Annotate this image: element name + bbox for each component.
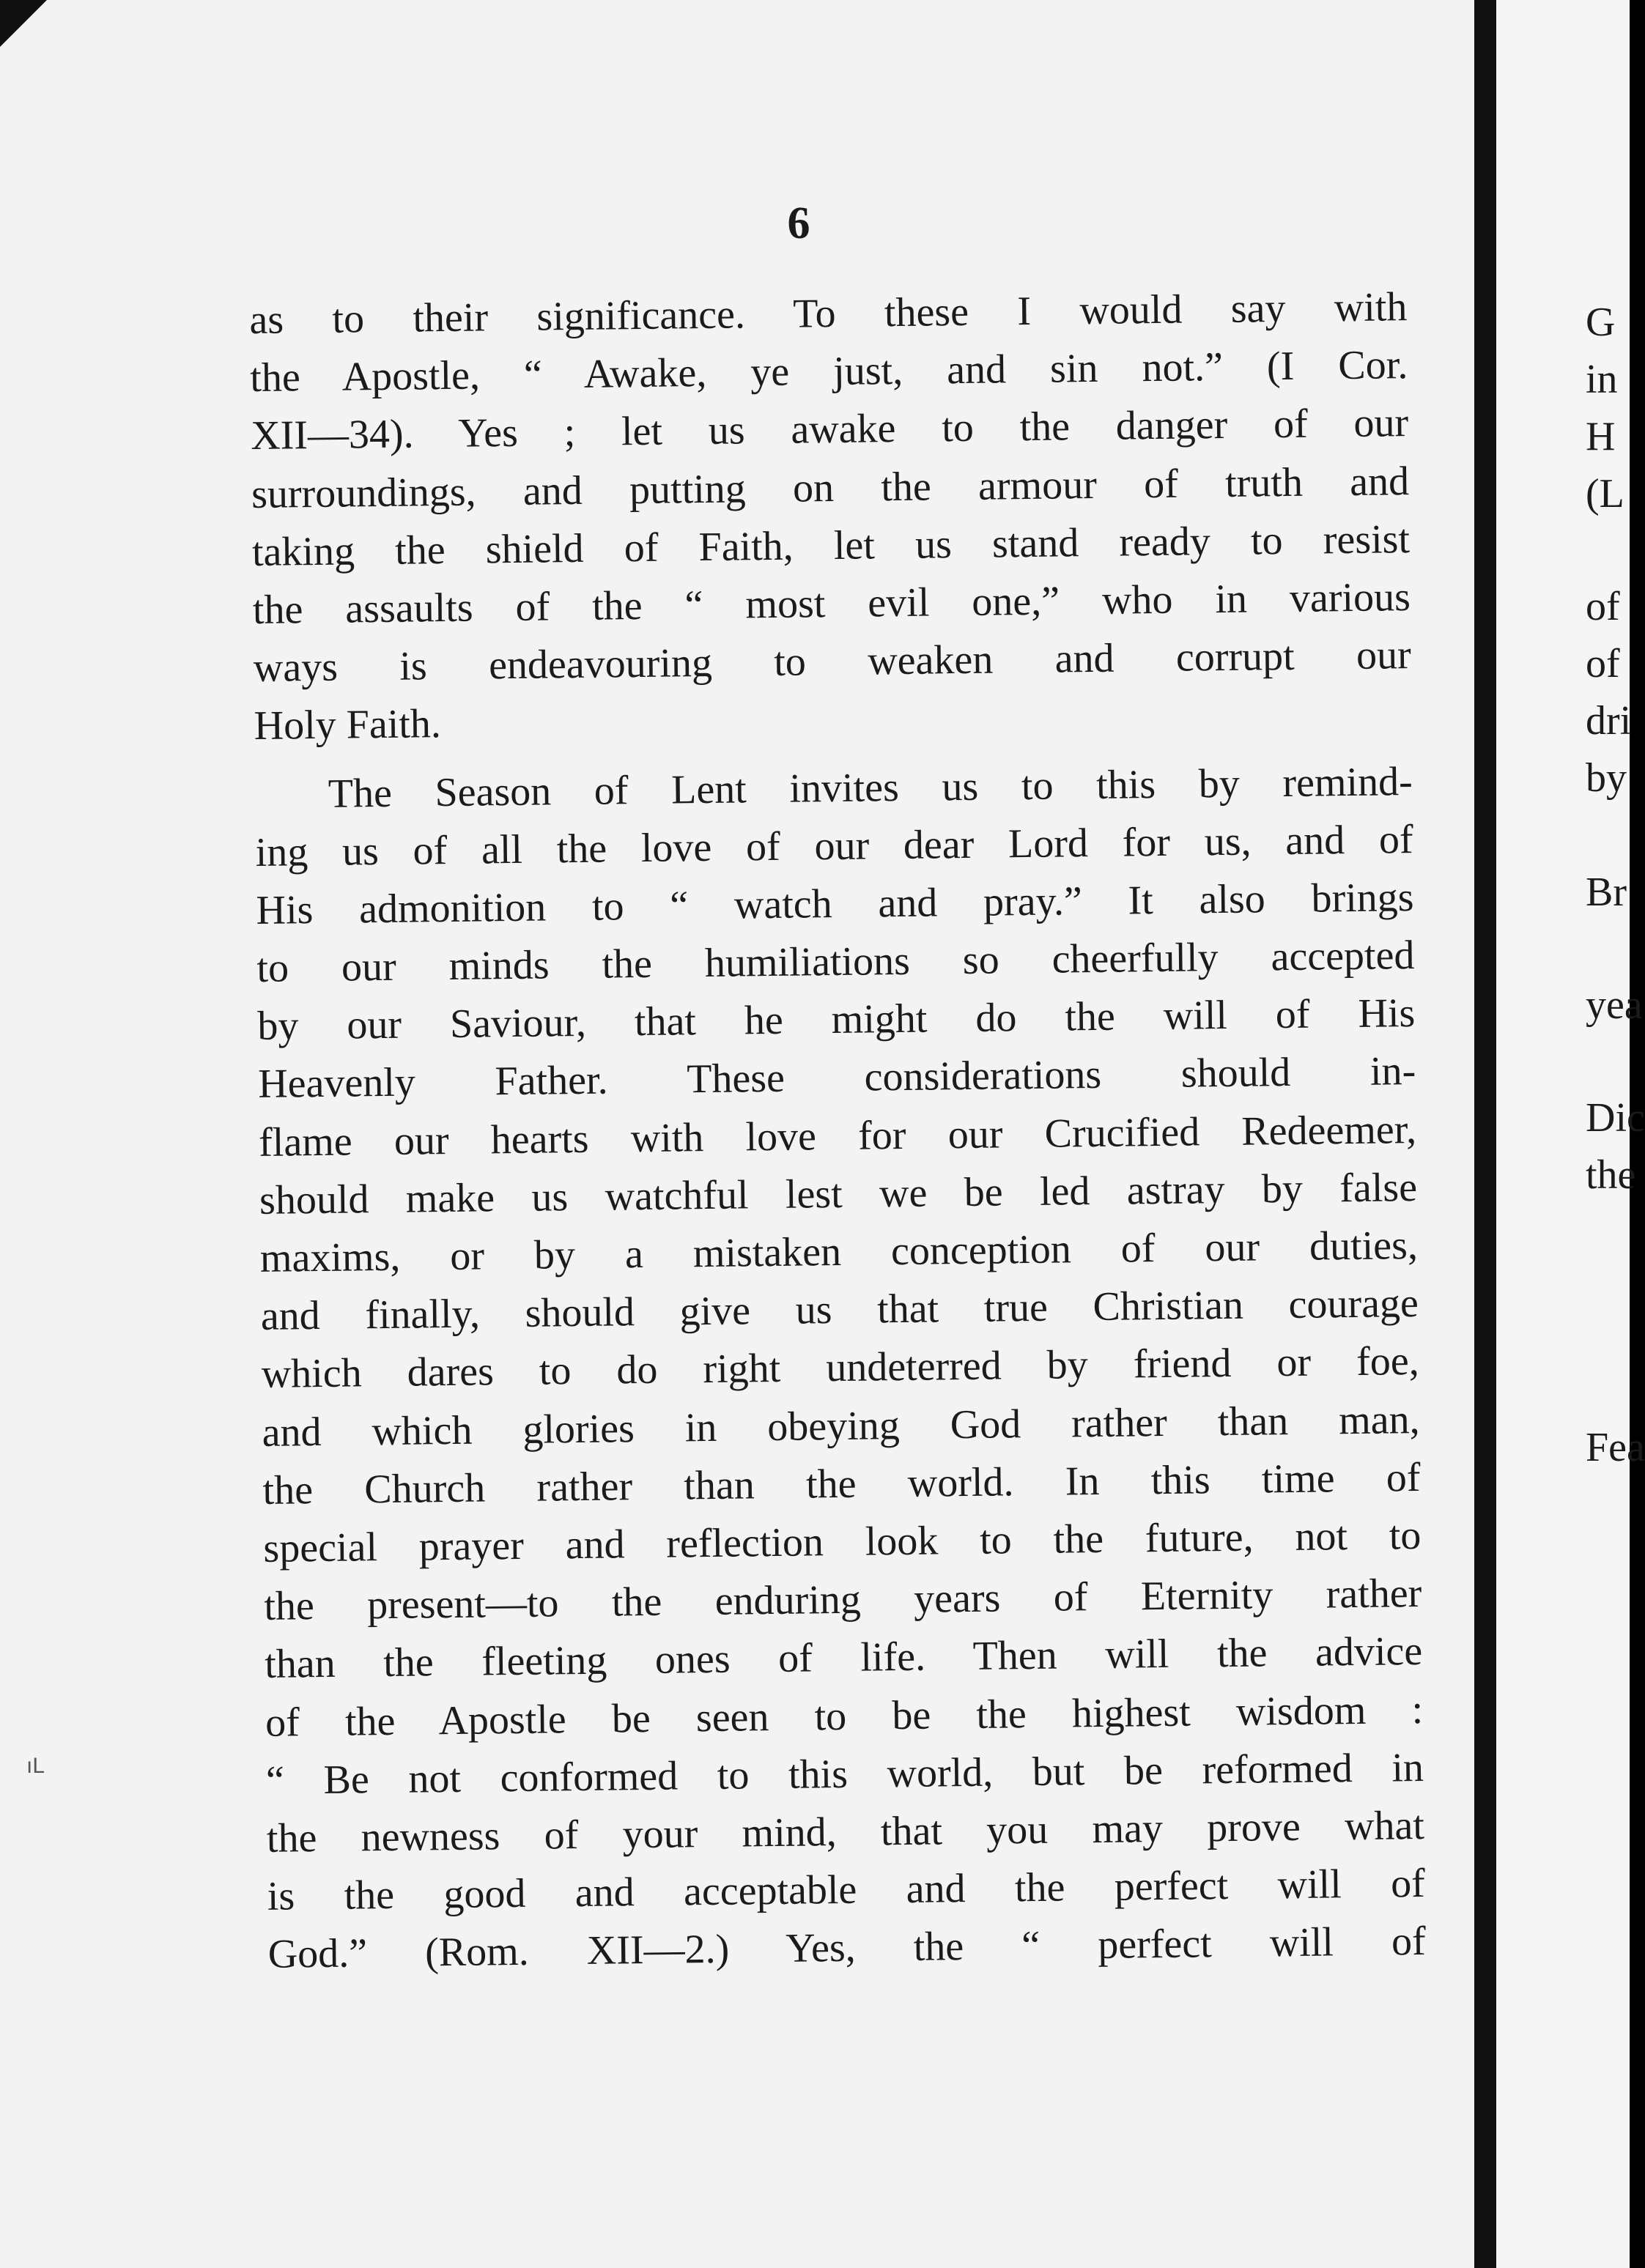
text-line: surroundings, and putting on the armour of truth and <box>251 458 1410 517</box>
text-line: maxims, or by a mistaken conception of our duties, <box>259 1222 1419 1281</box>
text-line: the newness of your mind, that you may prove what <box>266 1802 1425 1861</box>
text-line: and finally, should give us that true Christian courage <box>260 1281 1419 1340</box>
text-line: special prayer and reflection look to the future, not to <box>263 1512 1422 1571</box>
text-line: the assaults of the “ most evil one,” who in various <box>252 574 1411 633</box>
facing-text-fragment: dri <box>1586 698 1632 744</box>
gutter-divider <box>1474 0 1496 2268</box>
facing-text-fragment: Br <box>1586 870 1627 915</box>
corner-fold <box>0 0 47 47</box>
text-line: the Apostle, “ Awake, ye just, and sin not.” (I Cor. <box>249 342 1408 401</box>
text-line: which dares to do right undeterred by friend or foe, <box>261 1338 1420 1398</box>
text-line: Heavenly Father. These considerations should in- <box>257 1048 1416 1108</box>
facing-text-fragment: of <box>1586 641 1620 686</box>
margin-mark: ıL <box>26 1754 45 1778</box>
text-line: Holy Faith. <box>254 701 442 749</box>
text-line: “ Be not conformed to this world, but be reformed in <box>265 1744 1424 1804</box>
facing-text-fragment: of <box>1586 584 1620 629</box>
text-line: is the good and acceptable and the perfect will of <box>267 1860 1426 1919</box>
facing-text-fragment: by <box>1586 755 1627 801</box>
text-line: than the fleeting ones of life. Then will the advice <box>264 1628 1423 1688</box>
body-text <box>249 278 1426 1984</box>
facing-text-fragment: Fea <box>1586 1425 1645 1470</box>
facing-text-fragment: the <box>1586 1152 1636 1198</box>
text-line: to our minds the humiliations so cheerfully accepted <box>256 933 1415 992</box>
facing-text-fragment: G <box>1586 300 1616 345</box>
text-line: ing us of all the love of our dear Lord for us, and of <box>255 816 1413 875</box>
text-line: the Church rather than the world. In this time of <box>262 1454 1421 1513</box>
text-line: of the Apostle be seen to be the highest wisdom : <box>265 1686 1424 1746</box>
text-line: should make us watchful lest we be led astray by false <box>259 1164 1418 1223</box>
page-number: 6 <box>787 199 810 248</box>
text-line: and which glories in obeying God rather than man, <box>262 1396 1420 1456</box>
text-line: His admonition to “ watch and pray.” It also brings <box>256 874 1414 933</box>
facing-text-fragment: yea <box>1586 982 1643 1028</box>
text-line: as to their significance. To these I would say with <box>249 284 1408 343</box>
text-line: ways is endeavouring to weaken and corrupt our <box>253 632 1412 692</box>
text-line: XII—34). Yes ; let us awake to the danger of our <box>250 400 1409 459</box>
text-line: God.” (Rom. XII—2.) Yes, the “ perfect will of <box>267 1919 1427 1978</box>
text-line: The Season of Lent invites us to this by remind- <box>328 758 1413 817</box>
text-line: flame our hearts with love for our Crucified Redeemer, <box>258 1106 1417 1166</box>
facing-page-text <box>1496 0 1645 2268</box>
facing-text-fragment: Dic <box>1586 1095 1645 1141</box>
text-line: taking the shield of Faith, let us stand ready to resist <box>251 516 1411 575</box>
facing-text-fragment: in <box>1586 357 1618 402</box>
text-line: the present—to the enduring years of Eternity rather <box>264 1571 1422 1630</box>
facing-page <box>1496 0 1645 2268</box>
facing-text-fragment: (L <box>1586 471 1624 516</box>
text-line: by our Saviour, that he might do the will of His <box>257 990 1416 1050</box>
facing-text-fragment: H <box>1586 414 1616 459</box>
